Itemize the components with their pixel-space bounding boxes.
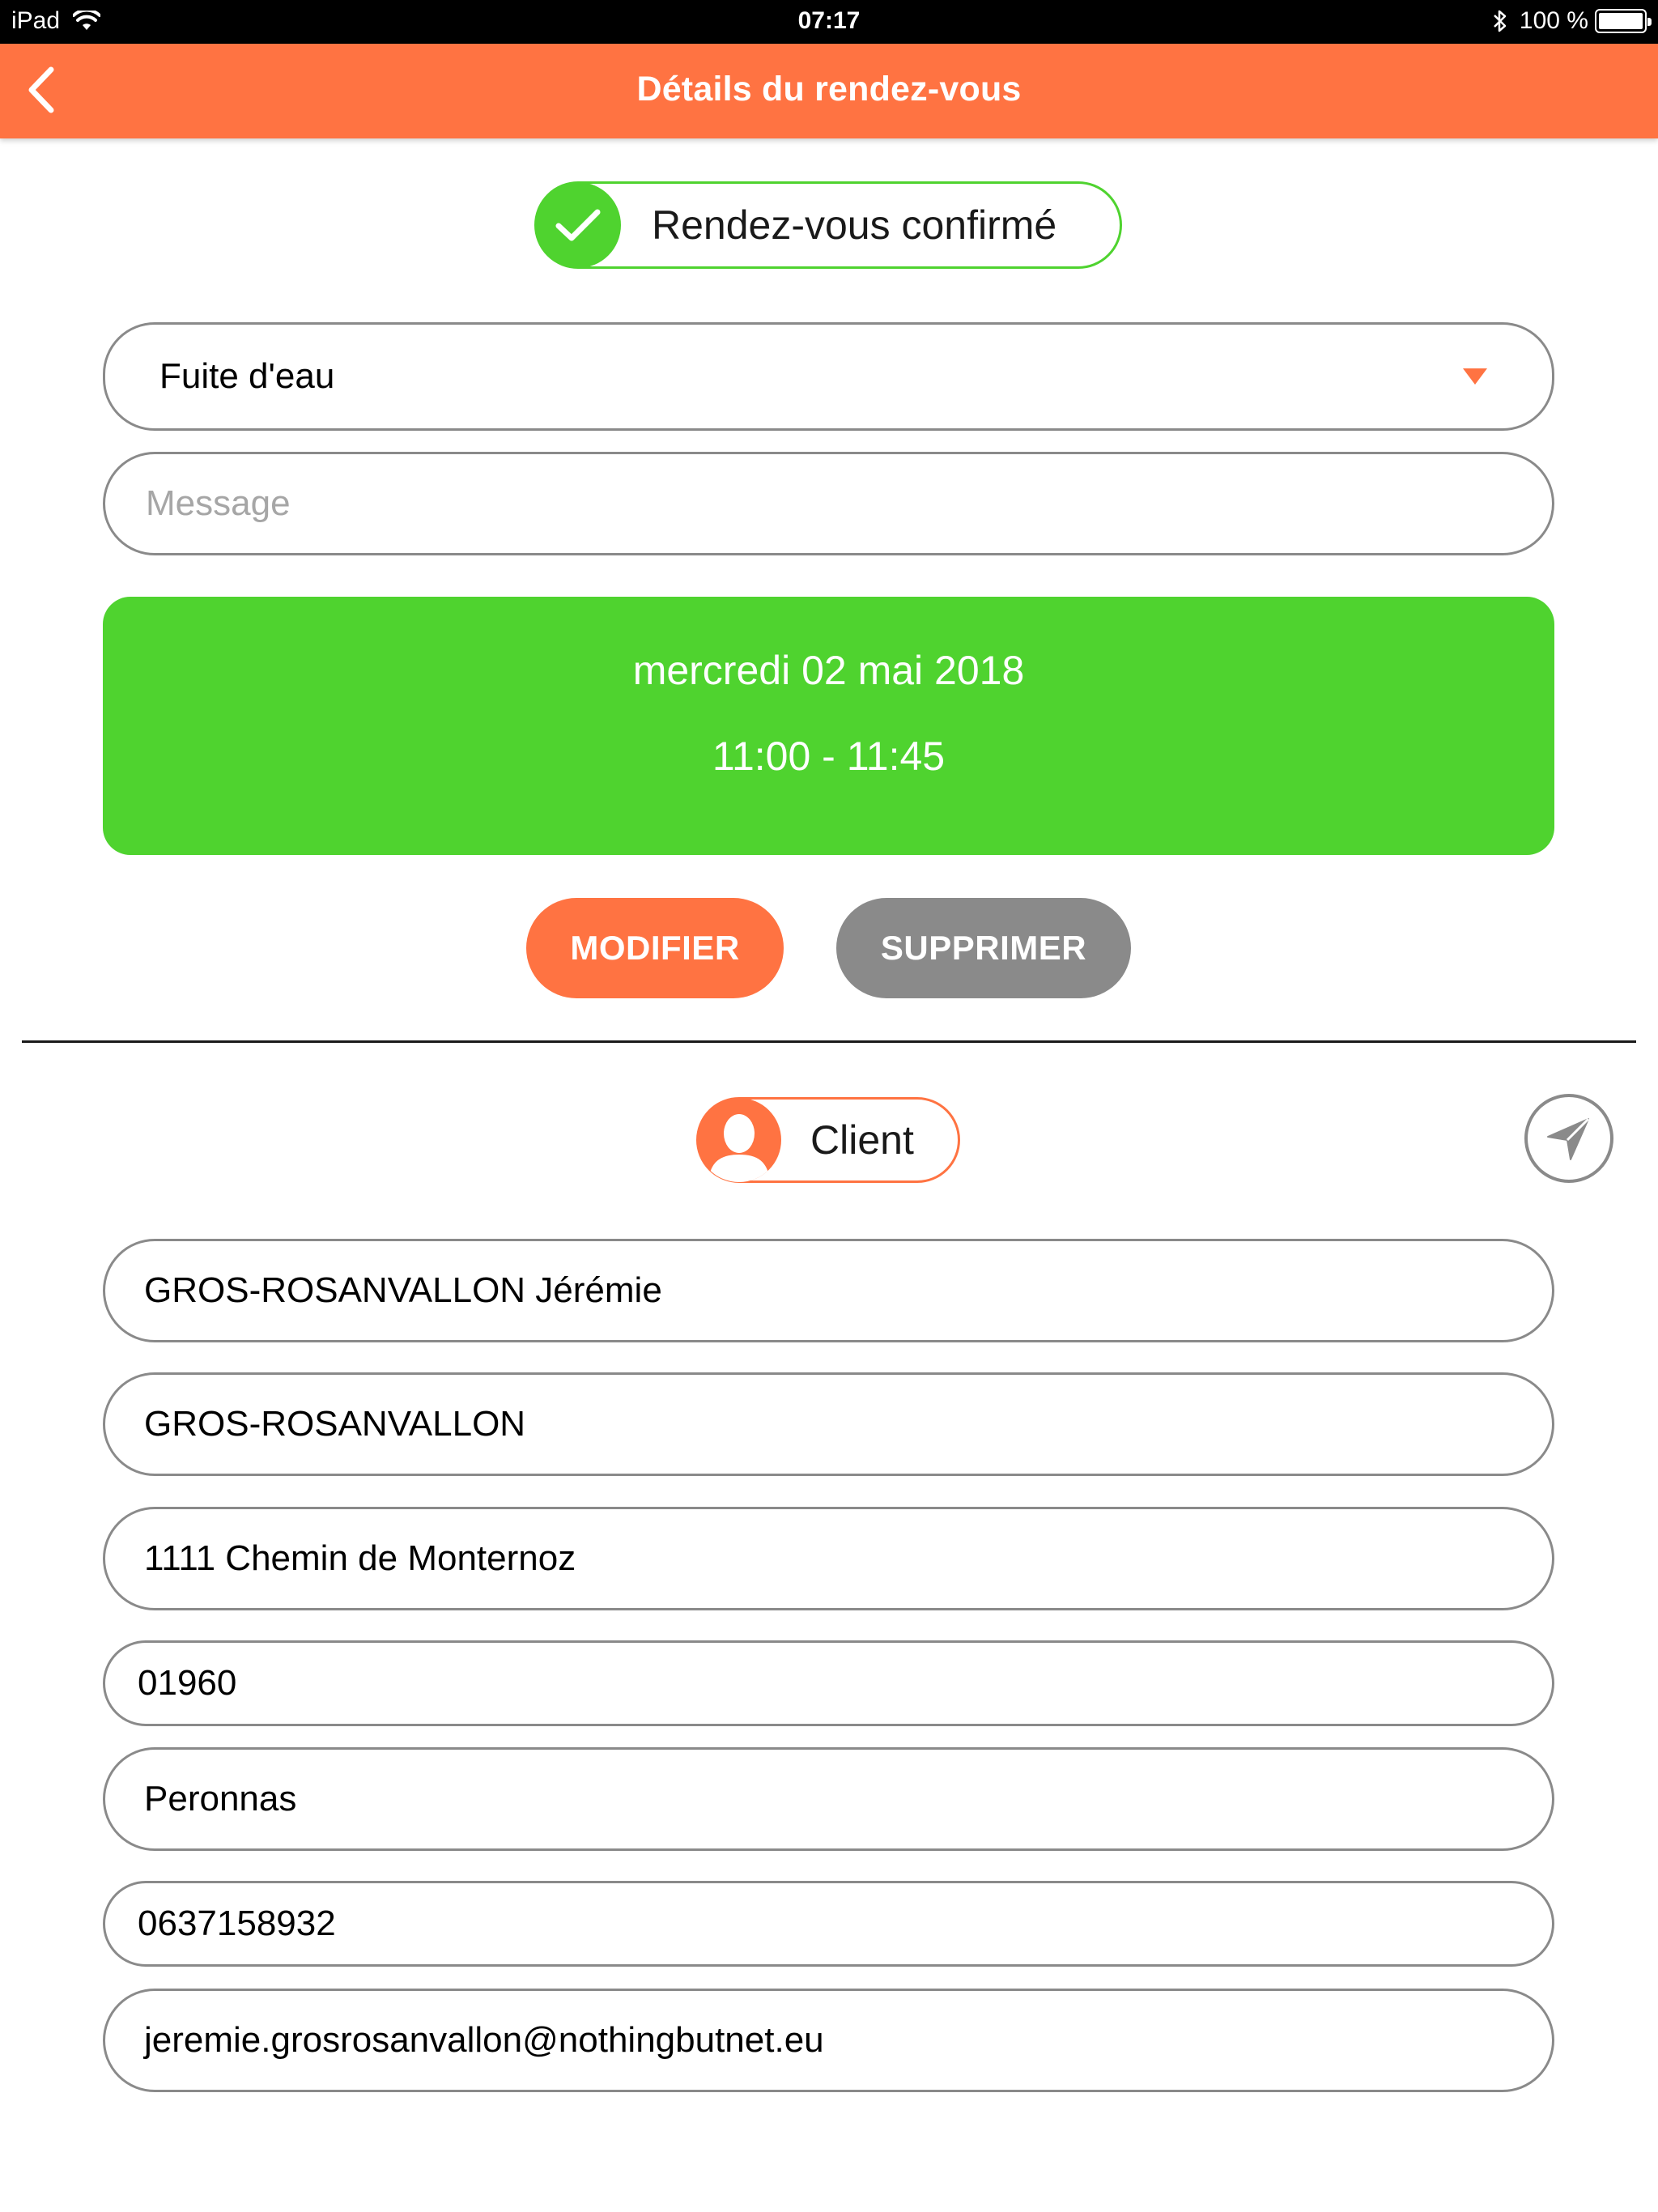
chevron-left-icon (25, 66, 57, 113)
appointment-status-toggle[interactable] (534, 181, 1122, 269)
appointment-time: 11:00 - 11:45 (712, 734, 946, 779)
message-placeholder: Message (146, 483, 291, 523)
appointment-type-select[interactable] (103, 322, 1554, 431)
client-email-field[interactable] (103, 1989, 1554, 2092)
client-city-value: Peronnas (144, 1779, 297, 1819)
person-icon (697, 1098, 781, 1182)
client-address-value: 1111 Chemin de Monternoz (144, 1538, 576, 1578)
client-full-name-value: GROS-ROSANVALLON Jérémie (144, 1270, 662, 1310)
client-postal-code-value: 01960 (138, 1663, 237, 1703)
client-last-name-value: GROS-ROSANVALLON (144, 1404, 526, 1444)
status-bar-left (11, 7, 100, 35)
battery-fill (1599, 13, 1643, 29)
client-phone-value: 0637158932 (138, 1904, 336, 1943)
client-full-name-field[interactable] (103, 1239, 1554, 1342)
wifi-icon (73, 11, 100, 32)
status-time: 07:17 (797, 7, 861, 34)
delete-button[interactable]: SUPPRIMER (836, 898, 1131, 998)
appointment-type-value: Fuite d'eau (159, 356, 335, 396)
appointment-status-label: Rendez-vous confirmé (652, 202, 1057, 248)
location-arrow-icon (1543, 1112, 1595, 1164)
client-phone-field[interactable] (103, 1881, 1554, 1967)
bluetooth-icon (1492, 9, 1508, 33)
dropdown-arrow-icon (1463, 368, 1487, 385)
navigate-to-client-button[interactable] (1524, 1094, 1613, 1183)
client-last-name-field[interactable] (103, 1372, 1554, 1476)
section-divider (22, 1040, 1636, 1043)
battery-icon (1595, 9, 1647, 33)
device-name: iPad (11, 7, 61, 34)
status-bar-right (1492, 7, 1647, 35)
page-title: Détails du rendez-vous (636, 70, 1022, 108)
client-section-header[interactable] (696, 1097, 960, 1183)
client-email-value: jeremie.grosrosanvallon@nothingbutnet.eu (144, 2020, 824, 2060)
message-input[interactable] (103, 452, 1554, 555)
appointment-date: mercredi 02 mai 2018 (632, 648, 1025, 693)
battery-percent: 100 % (1519, 7, 1588, 34)
status-bar (0, 0, 1658, 44)
client-address-field[interactable] (103, 1507, 1554, 1610)
appointment-date-card[interactable] (103, 597, 1554, 855)
checkmark-icon (535, 182, 621, 268)
modify-button[interactable]: MODIFIER (526, 898, 784, 998)
client-section-label: Client (810, 1117, 914, 1163)
navigation-bar (0, 44, 1658, 138)
client-postal-code-field[interactable] (103, 1640, 1554, 1726)
client-city-field[interactable] (103, 1747, 1554, 1851)
back-button[interactable] (13, 62, 70, 118)
